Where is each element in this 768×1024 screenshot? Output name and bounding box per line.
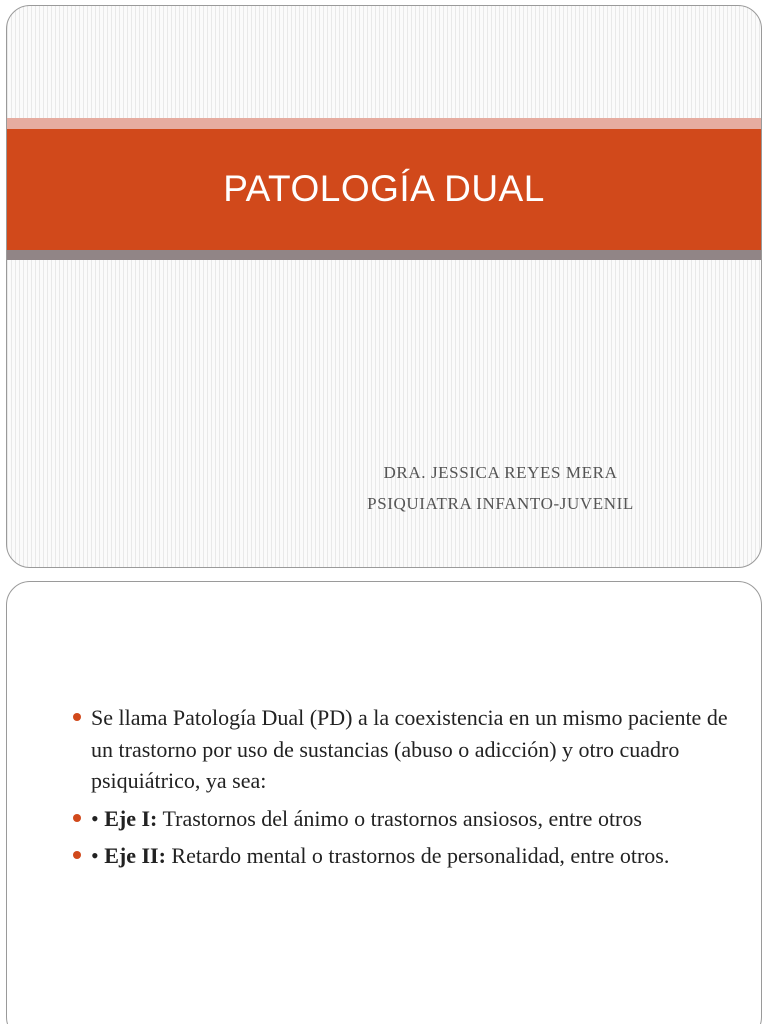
bullet-item: [91, 840, 731, 872]
bullet-text: Se llama Patología Dual (PD) a la coexistencia en un mismo paciente de un trastorno por uso de sustancias (abuso o adicción) y otro cuadro psiquiátrico, ya sea:: [91, 705, 728, 793]
slide-title: PATOLOGÍA DUAL: [223, 168, 545, 209]
bullet-text: Retardo mental o trastornos de personalidad, entre otros.: [165, 843, 670, 868]
bullet-list: [91, 702, 731, 878]
bullet-text: Trastornos del ánimo o trastornos ansiosos, entre otros: [157, 805, 642, 831]
title-bottom-accent-band: [7, 250, 761, 260]
bullet-dot-icon: [73, 814, 81, 822]
title-top-accent-band: [7, 118, 761, 129]
bullet-dot-icon: [73, 851, 81, 859]
title-slide: [6, 5, 762, 568]
bullet-dot-icon: [73, 713, 81, 721]
content-slide: [6, 581, 762, 1024]
bullet-item: [91, 702, 731, 797]
bullet-bold-label: Eje II:: [104, 843, 166, 868]
author-name: DRA. JESSICA REYES MERA: [383, 463, 618, 482]
bullet-prefix: •: [91, 805, 105, 831]
bullet-item: [91, 803, 731, 835]
author-role: PSIQUIATRA INFANTO-JUVENIL: [367, 494, 634, 513]
bullet-prefix: •: [91, 843, 105, 868]
bullet-bold-label: Eje I:: [104, 805, 158, 831]
